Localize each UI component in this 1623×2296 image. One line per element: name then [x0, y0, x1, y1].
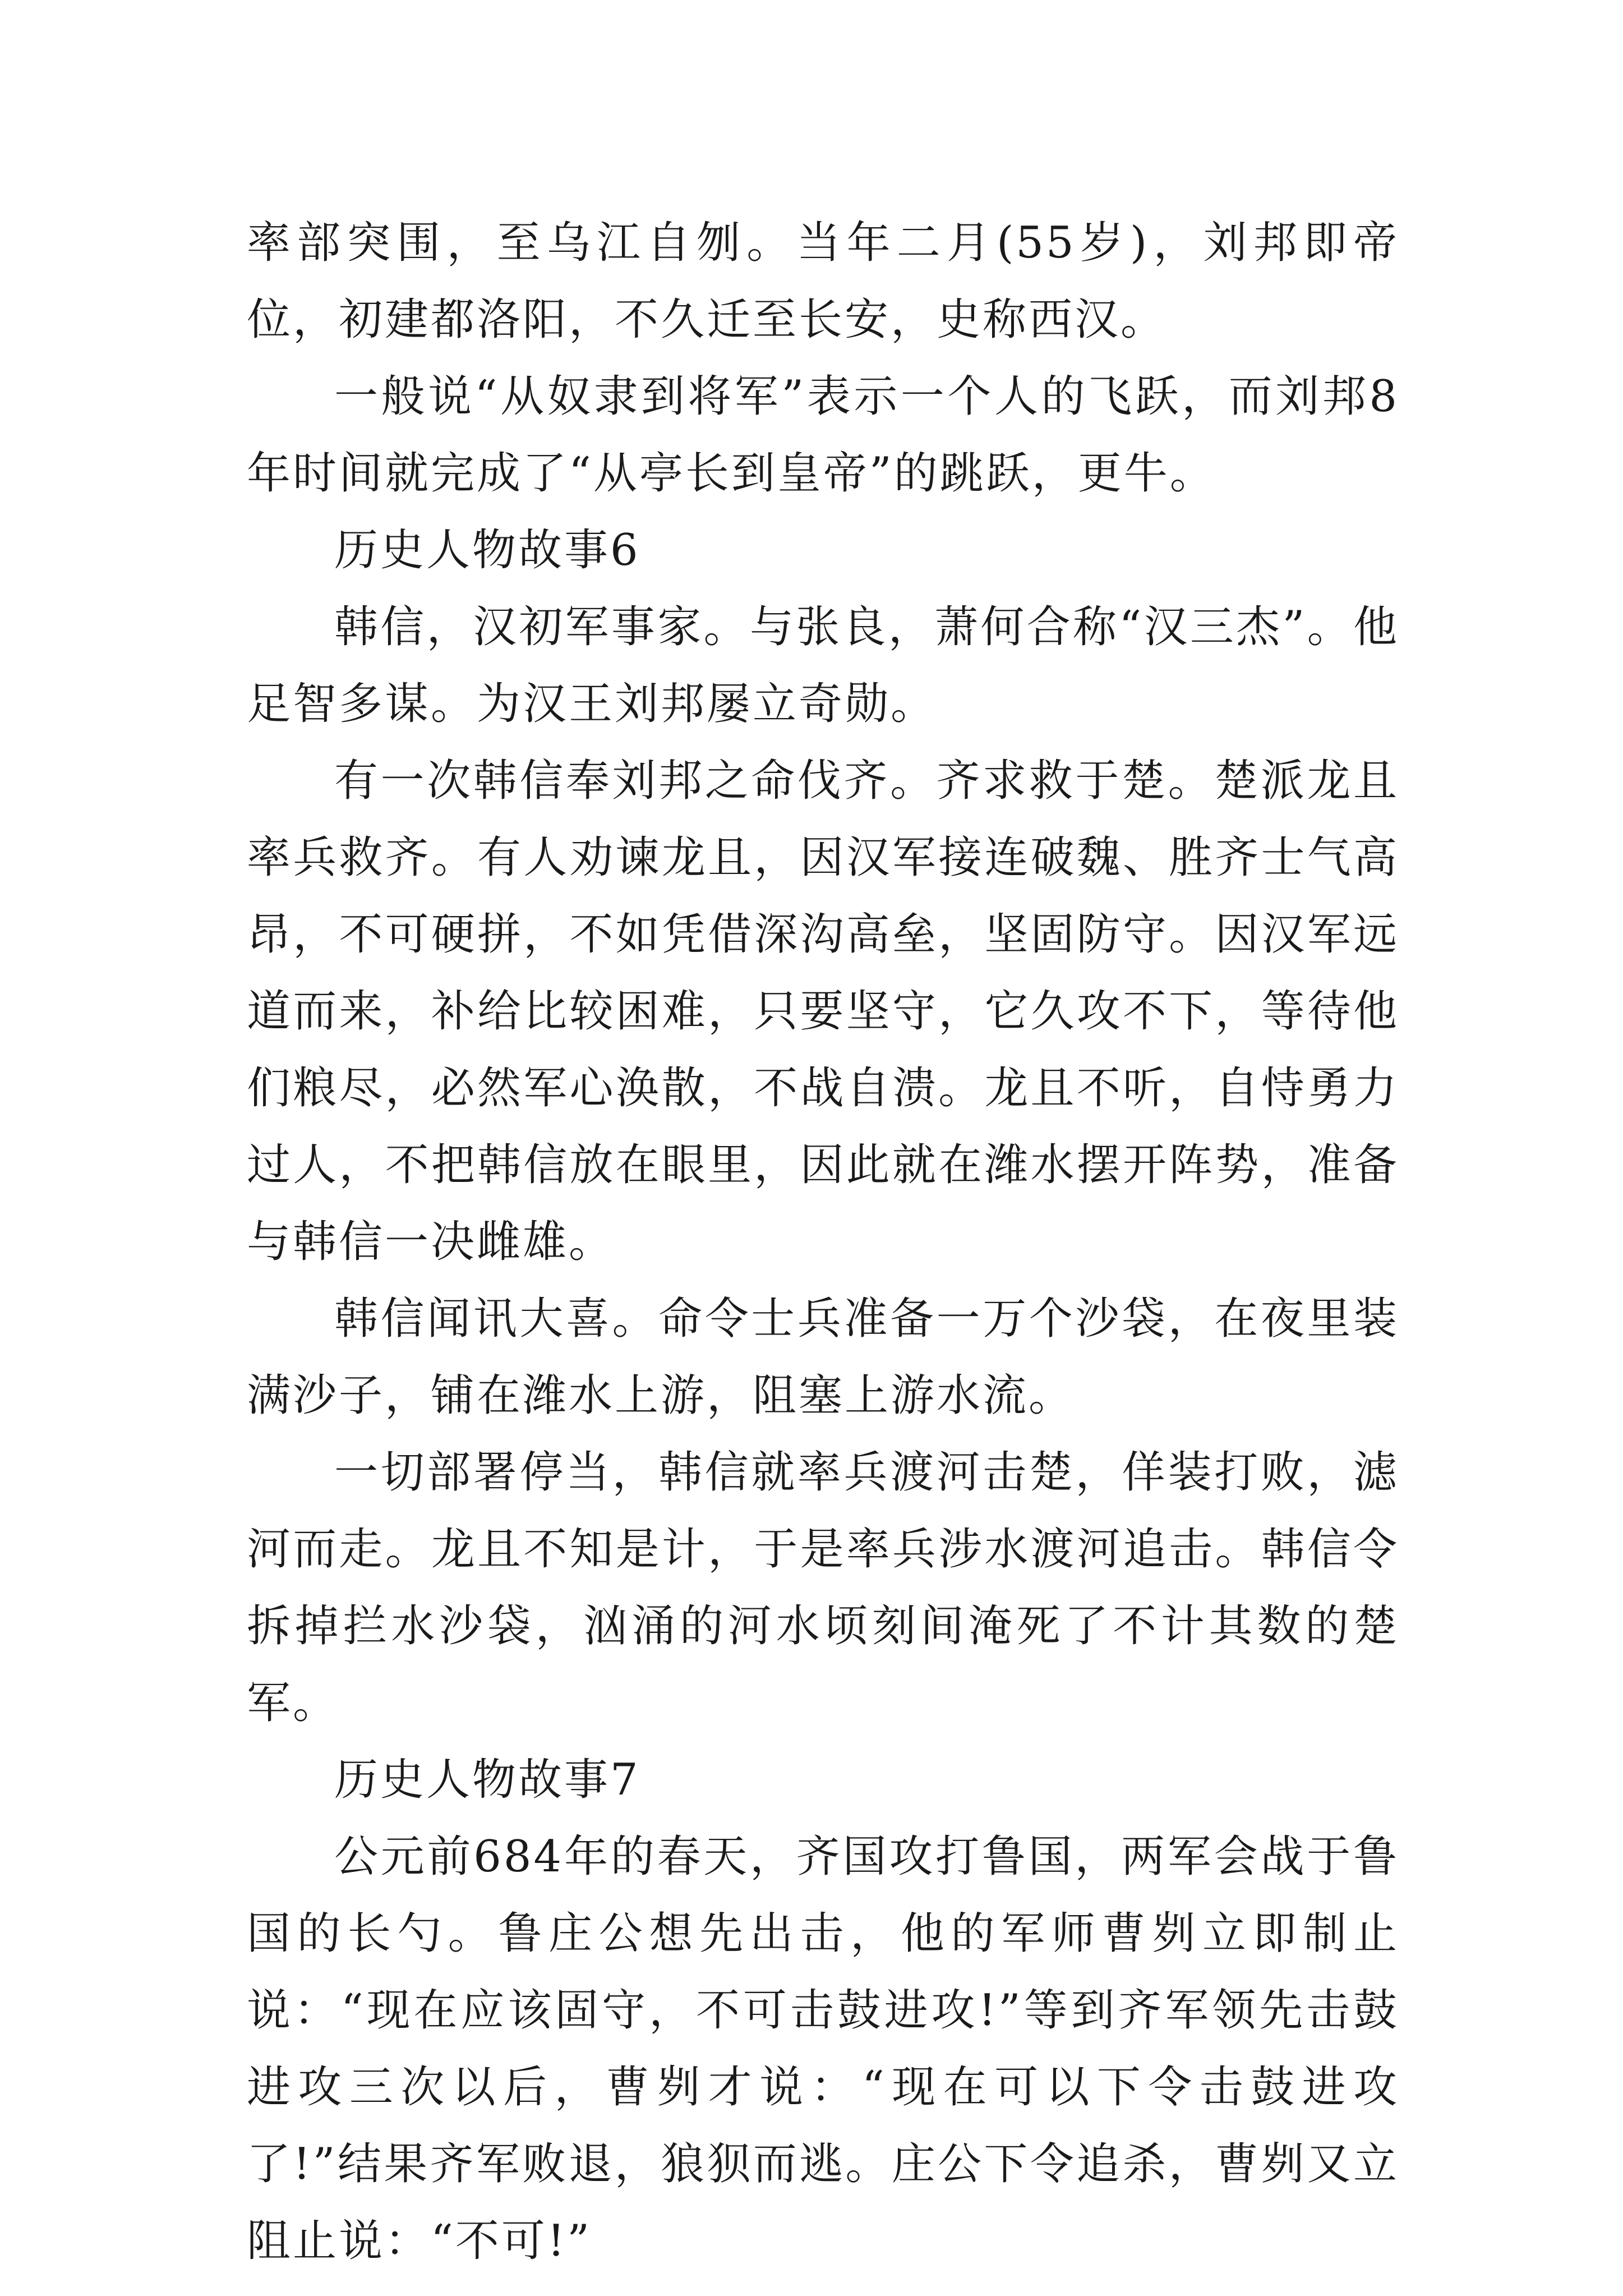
document-body: [247, 205, 1399, 2280]
paragraph: 一切部署停当，韩信就率兵渡河击楚，佯装打败，滤河而走。龙且不知是计，于是率兵涉水渡河追击。韩信令拆掉拦水沙袋，汹涌的河水顷刻间淹死了不计其数的楚军。: [247, 1447, 1399, 1728]
paragraph: 一般说“从奴隶到将军”表示一个人的飞跃，而刘邦8年时间就完成了“从亭长到皇帝”的跳跃，更牛。: [247, 371, 1399, 499]
paragraph: 公元前684年的春天，齐国攻打鲁国，两军会战于鲁国的长勺。鲁庄公想先出击，他的军师曹刿立即制止说：“现在应该固守，不可击鼓进攻!”等到齐军领先击鼓进攻三次以后，曹刿才说：“现在可以下令击鼓进攻了!”结果齐军败退，狼狈而逃。庄公下令追杀，曹刿又立阻止说：“不可!”: [247, 1832, 1399, 2266]
paragraph: 有一次韩信奉刘邦之命伐齐。齐求救于楚。楚派龙且率兵救齐。有人劝谏龙且，因汉军接连破魏、胜齐士气高昂，不可硬拼，不如凭借深沟高垒，坚固防守。因汉军远道而来，补给比较困难，只要坚守，它久攻不下，等待他们粮尽，必然军心涣散，不战自溃。龙且不听，自恃勇力过人，不把韩信放在眼里，因此就在潍水摆开阵势，准备与韩信一决雌雄。: [247, 756, 1399, 1267]
paragraph-continuation: 率部突围，至乌江自刎。当年二月(55岁)，刘邦即帝位，初建都洛阳，不久迁至长安，史称西汉。: [247, 218, 1399, 345]
paragraph: 韩信，汉初军事家。与张良，萧何合称“汉三杰”。他足智多谋。为汉王刘邦屡立奇勋。: [247, 602, 1399, 729]
section-heading: 历史人物故事6: [334, 525, 640, 576]
paragraph: 韩信闻讯大喜。命令士兵准备一万个沙袋，在夜里装满沙子，铺在潍水上游，阻塞上游水流。: [247, 1294, 1399, 1421]
section-heading: 历史人物故事7: [334, 1755, 640, 1805]
